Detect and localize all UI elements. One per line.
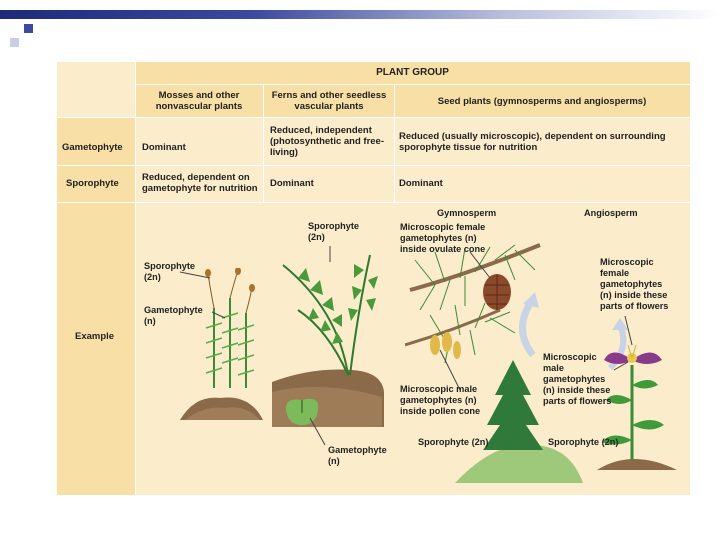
cell-gametophyte-seed: Reduced (usually microscopic), dependent on surrounding sporophyte tissue for nutrition xyxy=(399,131,666,153)
row-label-sporophyte: Sporophyte xyxy=(66,178,119,189)
col-header-ferns: Ferns and other seedless vascular plants xyxy=(271,90,387,112)
cell-sporophyte-ferns: Dominant xyxy=(270,178,314,189)
angiosperm-female-label: Microscopic female gametophytes (n) inside these parts of flowers xyxy=(600,257,669,311)
gymnosperm-female-label: Microscopic female gametophytes (n) inside ovulate cone xyxy=(400,222,486,254)
angiosperm-title: Angiosperm xyxy=(584,208,638,218)
col-header-seed-plants: Seed plants (gymnosperms and angiosperms) xyxy=(437,96,647,107)
fern-gametophyte-label: Gametophyte (n) xyxy=(328,445,387,466)
angiosperm-sporophyte-label: Sporophyte (2n) xyxy=(548,437,619,447)
plant-group-title: PLANT GROUP xyxy=(376,67,449,78)
row-label-example: Example xyxy=(75,331,115,342)
row-label-gametophyte: Gametophyte xyxy=(62,142,123,153)
fern-sporophyte-label: Sporophyte (2n) xyxy=(308,221,360,242)
moss-sporophyte-label: Sporophyte (2n) xyxy=(144,261,196,282)
gymnosperm-sporophyte-label: Sporophyte (2n) xyxy=(418,437,489,447)
gymnosperm-title: Gymnosperm xyxy=(437,208,497,218)
moss-gametophyte-label: Gametophyte (n) xyxy=(144,305,203,326)
cell-sporophyte-seed: Dominant xyxy=(399,178,443,189)
col-header-mosses: Mosses and other nonvascular plants xyxy=(155,90,243,112)
cell-sporophyte-mosses: Reduced, dependent on gametophyte for nutrition xyxy=(142,172,258,194)
cell-gametophyte-ferns: Reduced, independent (photosynthetic and free-living) xyxy=(270,125,385,158)
cell-gametophyte-mosses: Dominant xyxy=(142,142,186,153)
angiosperm-male-label: Microscopic male gametophytes (n) inside these parts of flowers xyxy=(543,352,612,406)
gymnosperm-male-label: Microscopic male gametophytes (n) inside pollen cone xyxy=(400,384,481,416)
